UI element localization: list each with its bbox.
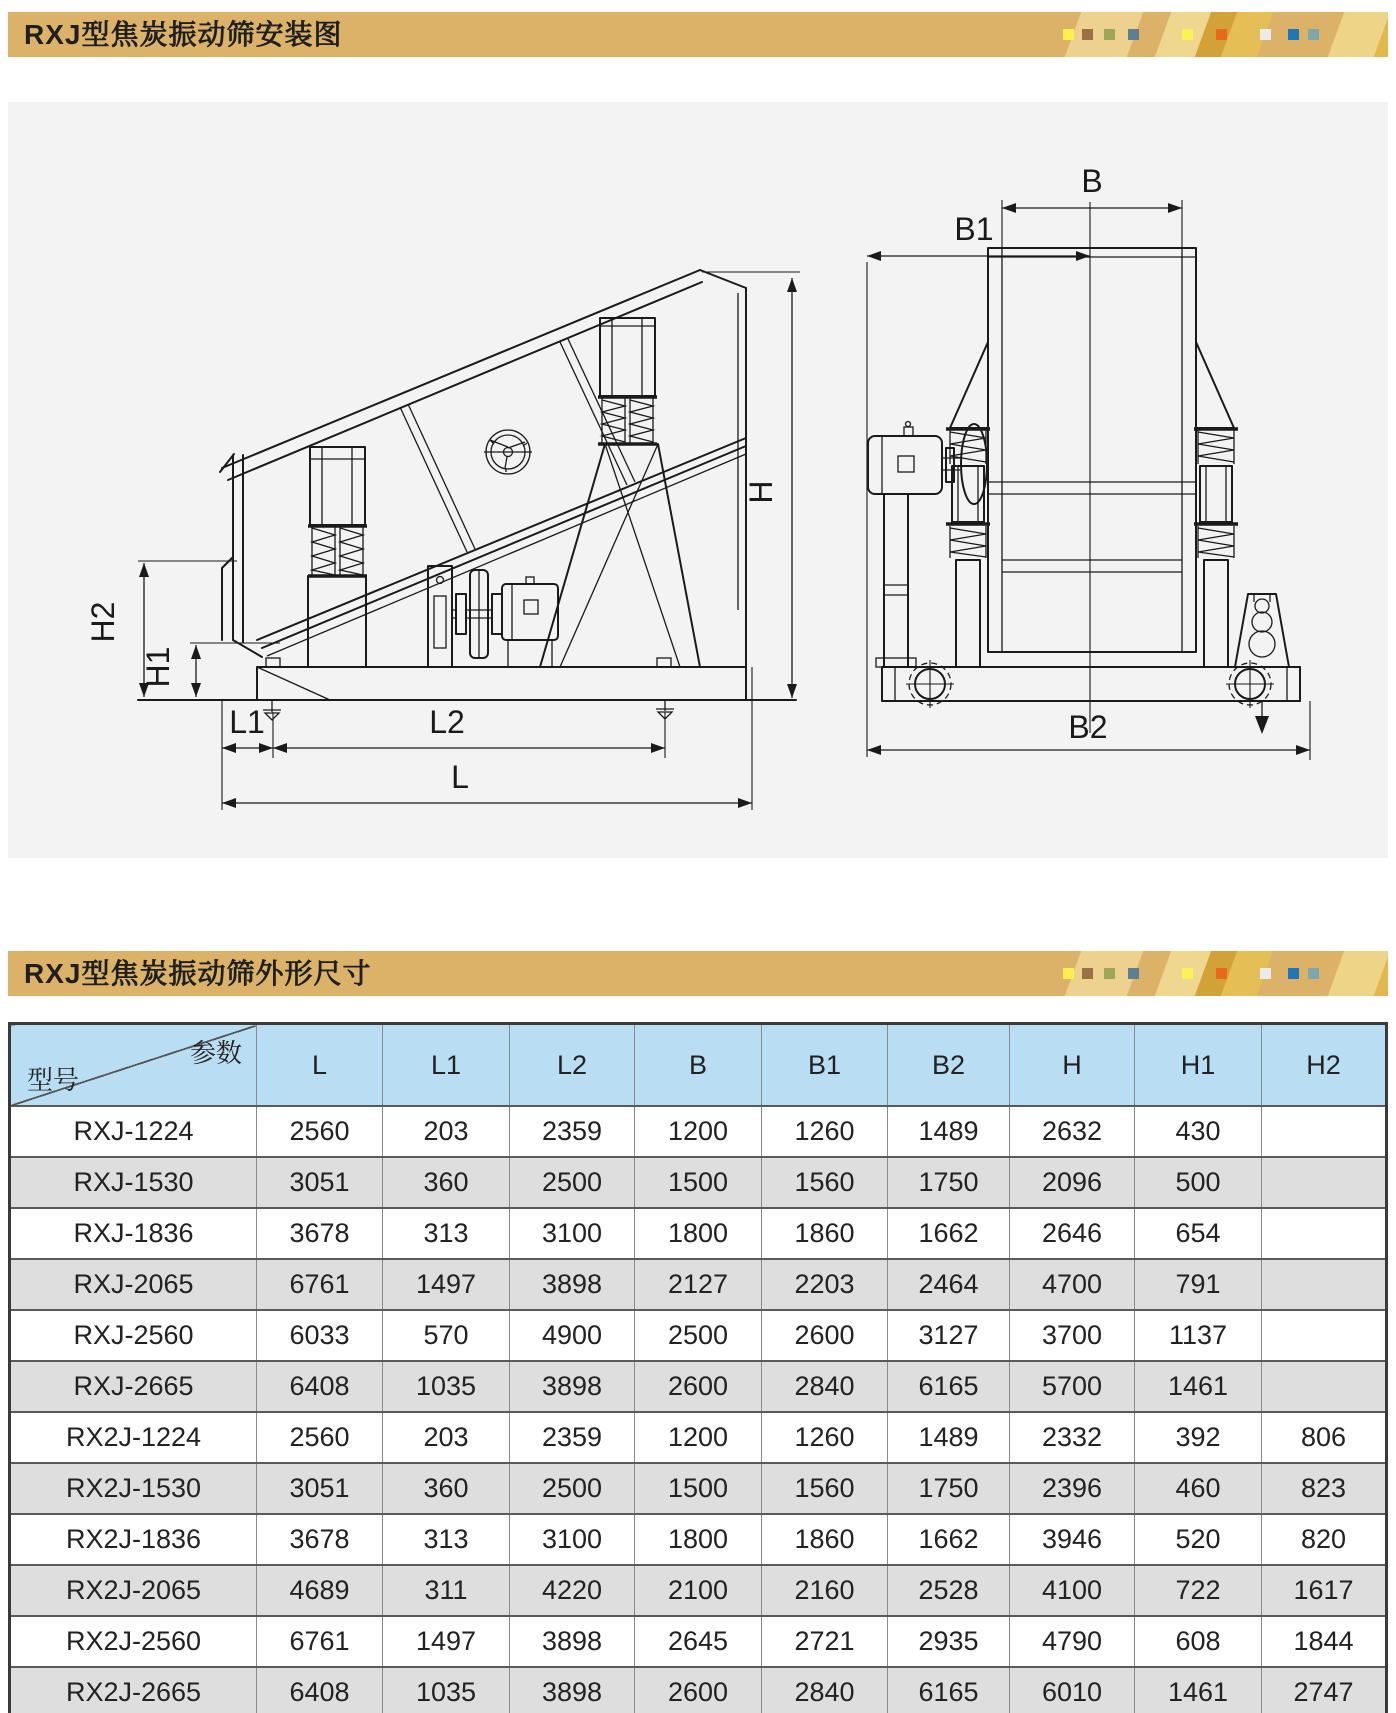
value-cell: 1662 — [888, 1514, 1010, 1565]
value-cell: 1560 — [762, 1463, 888, 1514]
value-cell: 3678 — [257, 1208, 383, 1259]
deco-square — [1063, 968, 1074, 979]
deco-square — [1063, 29, 1074, 40]
value-cell: 2528 — [888, 1565, 1010, 1616]
value-cell: 1035 — [383, 1667, 510, 1713]
deco-square — [1308, 968, 1319, 979]
value-cell: 1200 — [635, 1106, 762, 1157]
dimensions-table — [8, 1022, 1388, 1713]
value-cell: 1260 — [762, 1106, 888, 1157]
model-cell: RX2J-1530 — [10, 1463, 257, 1514]
value-cell: 654 — [1135, 1208, 1262, 1259]
value-cell: 311 — [383, 1565, 510, 1616]
deco-square — [1308, 29, 1319, 40]
deco-square — [1260, 968, 1271, 979]
table-row — [10, 1310, 1387, 1361]
value-cell: 806 — [1262, 1412, 1387, 1463]
value-cell: 203 — [383, 1412, 510, 1463]
table-row — [10, 1361, 1387, 1412]
dim-label-B1: B1 — [954, 211, 994, 247]
table-corner-cell — [10, 1024, 257, 1107]
value-cell: 3898 — [510, 1667, 635, 1713]
value-cell: 392 — [1135, 1412, 1262, 1463]
value-cell: 722 — [1135, 1565, 1262, 1616]
column-header-B1: B1 — [762, 1024, 888, 1107]
table-row — [10, 1412, 1387, 1463]
table-row — [10, 1157, 1387, 1208]
value-cell: 1461 — [1135, 1667, 1262, 1713]
table-row — [10, 1106, 1387, 1157]
column-header-L: L — [257, 1024, 383, 1107]
deco-square — [1104, 968, 1115, 979]
value-cell — [1262, 1361, 1387, 1412]
drive-unit — [428, 566, 558, 667]
value-cell: 1800 — [635, 1514, 762, 1565]
value-cell: 2560 — [257, 1412, 383, 1463]
value-cell: 4100 — [1010, 1565, 1135, 1616]
table-row — [10, 1463, 1387, 1514]
value-cell: 460 — [1135, 1463, 1262, 1514]
title-bar-decoration — [958, 951, 1388, 996]
vibration-motor — [868, 422, 987, 668]
right-spring-stack — [1194, 429, 1238, 667]
table-body — [10, 1106, 1387, 1713]
value-cell: 2721 — [762, 1616, 888, 1667]
value-cell: 1844 — [1262, 1616, 1387, 1667]
value-cell: 2500 — [635, 1310, 762, 1361]
model-cell: RX2J-1836 — [10, 1514, 257, 1565]
value-cell: 3100 — [510, 1514, 635, 1565]
value-cell: 4689 — [257, 1565, 383, 1616]
value-cell: 820 — [1262, 1514, 1387, 1565]
value-cell: 2127 — [635, 1259, 762, 1310]
table-row — [10, 1514, 1387, 1565]
value-cell: 3051 — [257, 1463, 383, 1514]
model-cell: RXJ-1836 — [10, 1208, 257, 1259]
deco-square — [1216, 29, 1227, 40]
dim-label-L: L — [451, 759, 469, 795]
column-header-L2: L2 — [510, 1024, 635, 1107]
value-cell: 1035 — [383, 1361, 510, 1412]
value-cell: 1860 — [762, 1208, 888, 1259]
value-cell: 2600 — [762, 1310, 888, 1361]
value-cell: 5700 — [1010, 1361, 1135, 1412]
value-cell: 2600 — [635, 1361, 762, 1412]
corner-label-model: 型号 — [27, 1065, 80, 1095]
value-cell: 1497 — [383, 1616, 510, 1667]
value-cell: 3898 — [510, 1361, 635, 1412]
value-cell: 6408 — [257, 1361, 383, 1412]
value-cell: 2935 — [888, 1616, 1010, 1667]
dim-label-H: H — [743, 480, 779, 504]
value-cell: 3898 — [510, 1616, 635, 1667]
value-cell: 1200 — [635, 1412, 762, 1463]
value-cell: 430 — [1135, 1106, 1262, 1157]
model-cell: RX2J-2560 — [10, 1616, 257, 1667]
value-cell: 2464 — [888, 1259, 1010, 1310]
section2-title-bar — [8, 951, 1388, 996]
value-cell: 6165 — [888, 1361, 1010, 1412]
value-cell: 1617 — [1262, 1565, 1387, 1616]
model-cell: RXJ-1224 — [10, 1106, 257, 1157]
value-cell — [1262, 1208, 1387, 1259]
title-bar-decoration — [958, 12, 1388, 57]
value-cell: 1489 — [888, 1412, 1010, 1463]
value-cell: 3678 — [257, 1514, 383, 1565]
value-cell: 2203 — [762, 1259, 888, 1310]
value-cell: 360 — [383, 1157, 510, 1208]
value-cell: 3700 — [1010, 1310, 1135, 1361]
section2-title: RXJ型焦炭振动筛外形尺寸 — [24, 958, 372, 989]
column-header-B2: B2 — [888, 1024, 1010, 1107]
value-cell: 203 — [383, 1106, 510, 1157]
column-header-H1: H1 — [1135, 1024, 1262, 1107]
value-cell: 4220 — [510, 1565, 635, 1616]
value-cell: 3946 — [1010, 1514, 1135, 1565]
table-header-row — [10, 1024, 1387, 1107]
value-cell: 2096 — [1010, 1157, 1135, 1208]
value-cell: 2500 — [510, 1157, 635, 1208]
value-cell — [1262, 1310, 1387, 1361]
table-row — [10, 1667, 1387, 1713]
value-cell: 313 — [383, 1208, 510, 1259]
model-cell: RXJ-2065 — [10, 1259, 257, 1310]
value-cell: 570 — [383, 1310, 510, 1361]
installation-diagram — [8, 102, 1388, 858]
section1-title-bar — [8, 12, 1388, 57]
deco-square — [1260, 29, 1271, 40]
dim-label-L1: L1 — [229, 704, 265, 740]
model-cell: RX2J-2665 — [10, 1667, 257, 1713]
value-cell: 2100 — [635, 1565, 762, 1616]
value-cell: 520 — [1135, 1514, 1262, 1565]
column-header-H: H — [1010, 1024, 1135, 1107]
deco-square — [1128, 29, 1139, 40]
value-cell: 823 — [1262, 1463, 1387, 1514]
value-cell: 6165 — [888, 1667, 1010, 1713]
value-cell: 1489 — [888, 1106, 1010, 1157]
value-cell: 4900 — [510, 1310, 635, 1361]
value-cell: 2840 — [762, 1667, 888, 1713]
deco-square — [1082, 968, 1093, 979]
value-cell: 2632 — [1010, 1106, 1135, 1157]
value-cell: 1500 — [635, 1463, 762, 1514]
dim-label-B: B — [1081, 163, 1103, 199]
model-cell: RX2J-1224 — [10, 1412, 257, 1463]
installation-diagram-panel — [8, 102, 1388, 858]
deco-square — [1104, 29, 1115, 40]
table-row — [10, 1616, 1387, 1667]
value-cell: 2500 — [510, 1463, 635, 1514]
value-cell: 1750 — [888, 1157, 1010, 1208]
rear-spring-assembly — [540, 318, 700, 667]
value-cell: 6010 — [1010, 1667, 1135, 1713]
dim-label-H1: H1 — [140, 646, 176, 688]
table-row — [10, 1565, 1387, 1616]
column-header-B: B — [635, 1024, 762, 1107]
table-row — [10, 1208, 1387, 1259]
value-cell: 2332 — [1010, 1412, 1135, 1463]
value-cell: 2645 — [635, 1616, 762, 1667]
column-header-L1: L1 — [383, 1024, 510, 1107]
value-cell — [1262, 1106, 1387, 1157]
value-cell: 6761 — [257, 1616, 383, 1667]
value-cell: 2359 — [510, 1412, 635, 1463]
value-cell: 1662 — [888, 1208, 1010, 1259]
value-cell: 500 — [1135, 1157, 1262, 1208]
value-cell: 3898 — [510, 1259, 635, 1310]
value-cell: 4700 — [1010, 1259, 1135, 1310]
value-cell: 4790 — [1010, 1616, 1135, 1667]
value-cell — [1262, 1157, 1387, 1208]
front-view — [867, 163, 1310, 760]
value-cell: 2747 — [1262, 1667, 1387, 1713]
deco-square — [1182, 968, 1193, 979]
model-cell: RXJ-2560 — [10, 1310, 257, 1361]
section1-title: RXJ型焦炭振动筛安装图 — [24, 19, 343, 50]
value-cell: 2396 — [1010, 1463, 1135, 1514]
value-cell — [1262, 1259, 1387, 1310]
value-cell: 6033 — [257, 1310, 383, 1361]
value-cell: 3051 — [257, 1157, 383, 1208]
model-cell: RX2J-2065 — [10, 1565, 257, 1616]
value-cell: 2359 — [510, 1106, 635, 1157]
column-header-H2: H2 — [1262, 1024, 1387, 1107]
value-cell: 3127 — [888, 1310, 1010, 1361]
value-cell: 360 — [383, 1463, 510, 1514]
value-cell: 1860 — [762, 1514, 888, 1565]
front-spring-assembly — [308, 447, 367, 667]
left-spring-stack — [946, 429, 990, 667]
deco-square — [1128, 968, 1139, 979]
value-cell: 1497 — [383, 1259, 510, 1310]
value-cell: 2560 — [257, 1106, 383, 1157]
value-cell: 1560 — [762, 1157, 888, 1208]
model-cell: RXJ-2665 — [10, 1361, 257, 1412]
deco-square — [1288, 29, 1299, 40]
deco-square — [1288, 968, 1299, 979]
value-cell: 1137 — [1135, 1310, 1262, 1361]
deco-square — [1182, 29, 1193, 40]
value-cell: 2160 — [762, 1565, 888, 1616]
value-cell: 2840 — [762, 1361, 888, 1412]
value-cell: 608 — [1135, 1616, 1262, 1667]
value-cell: 791 — [1135, 1259, 1262, 1310]
value-cell: 313 — [383, 1514, 510, 1565]
model-cell: RXJ-1530 — [10, 1157, 257, 1208]
value-cell: 1500 — [635, 1157, 762, 1208]
value-cell: 1461 — [1135, 1361, 1262, 1412]
side-view — [85, 270, 800, 810]
value-cell: 1800 — [635, 1208, 762, 1259]
deco-square — [1216, 968, 1227, 979]
dim-label-H2: H2 — [85, 601, 121, 643]
value-cell: 6761 — [257, 1259, 383, 1310]
dim-label-L2: L2 — [429, 704, 465, 740]
corner-label-parameter: 参数 — [189, 1038, 242, 1068]
dim-label-B2: B2 — [1068, 709, 1108, 745]
value-cell: 1260 — [762, 1412, 888, 1463]
handwheel-icon — [484, 430, 532, 474]
value-cell: 3100 — [510, 1208, 635, 1259]
value-cell: 6408 — [257, 1667, 383, 1713]
value-cell: 1750 — [888, 1463, 1010, 1514]
table-row — [10, 1259, 1387, 1310]
value-cell: 2600 — [635, 1667, 762, 1713]
deco-square — [1082, 29, 1093, 40]
value-cell: 2646 — [1010, 1208, 1135, 1259]
